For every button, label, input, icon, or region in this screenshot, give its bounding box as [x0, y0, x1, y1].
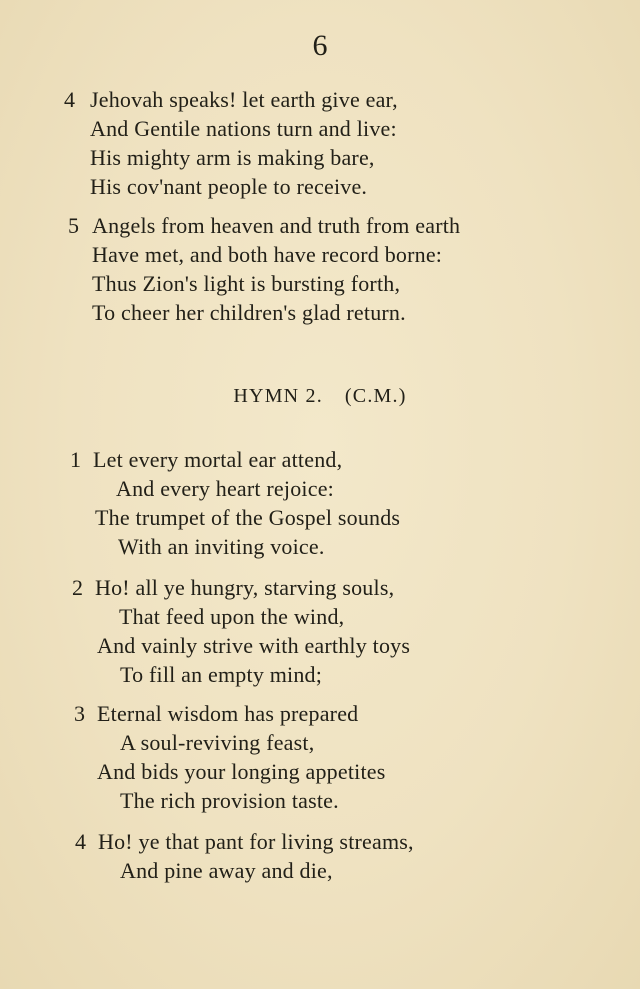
hymn-number: HYMN 2.: [233, 385, 323, 407]
verse-line: His mighty arm is making bare,: [90, 145, 375, 170]
verse-line: And Gentile nations turn and live:: [90, 116, 397, 141]
verse-line: His cov'nant people to receive.: [90, 174, 368, 199]
stanza-number: 4: [64, 87, 75, 112]
hymn-title: [0, 382, 640, 410]
verse-line: Angels from heaven and truth from earth: [92, 213, 461, 238]
stanza-number: 5: [68, 213, 79, 238]
verse-line: The trumpet of the Gospel sounds: [95, 505, 401, 530]
stanza-number: 4: [75, 829, 86, 854]
hymn-meter: (C.M.): [344, 385, 407, 407]
stanza-number: 2: [72, 575, 83, 600]
verse-line: A soul-reviving feast,: [120, 730, 315, 755]
page-number: 6: [312, 29, 328, 62]
verse-line: Let every mortal ear attend,: [93, 447, 343, 472]
verse-line: And pine away and die,: [120, 858, 333, 883]
verse-line: Eternal wisdom has prepared: [97, 701, 359, 726]
verse-line: Jehovah speaks! let earth give ear,: [90, 87, 398, 112]
stanza-number: 3: [74, 701, 85, 726]
verse-line: To fill an empty mind;: [120, 662, 323, 687]
verse-line: Ho! ye that pant for living streams,: [98, 829, 414, 854]
verse-line: With an inviting voice.: [118, 534, 325, 559]
verse-line: Have met, and both have record borne:: [92, 242, 443, 267]
verse-line: The rich provision taste.: [120, 788, 339, 813]
verse-line: And bids your longing appetites: [97, 759, 386, 784]
verse-line: To cheer her children's glad return.: [92, 300, 406, 325]
stanza-number: 1: [70, 447, 81, 472]
verse-line: Ho! all ye hungry, starving souls,: [95, 575, 395, 600]
verse-line: And vainly strive with earthly toys: [97, 633, 411, 658]
verse-line: And every heart rejoice:: [116, 476, 334, 501]
verse-line: Thus Zion's light is bursting forth,: [92, 271, 401, 296]
verse-line: That feed upon the wind,: [119, 604, 345, 629]
